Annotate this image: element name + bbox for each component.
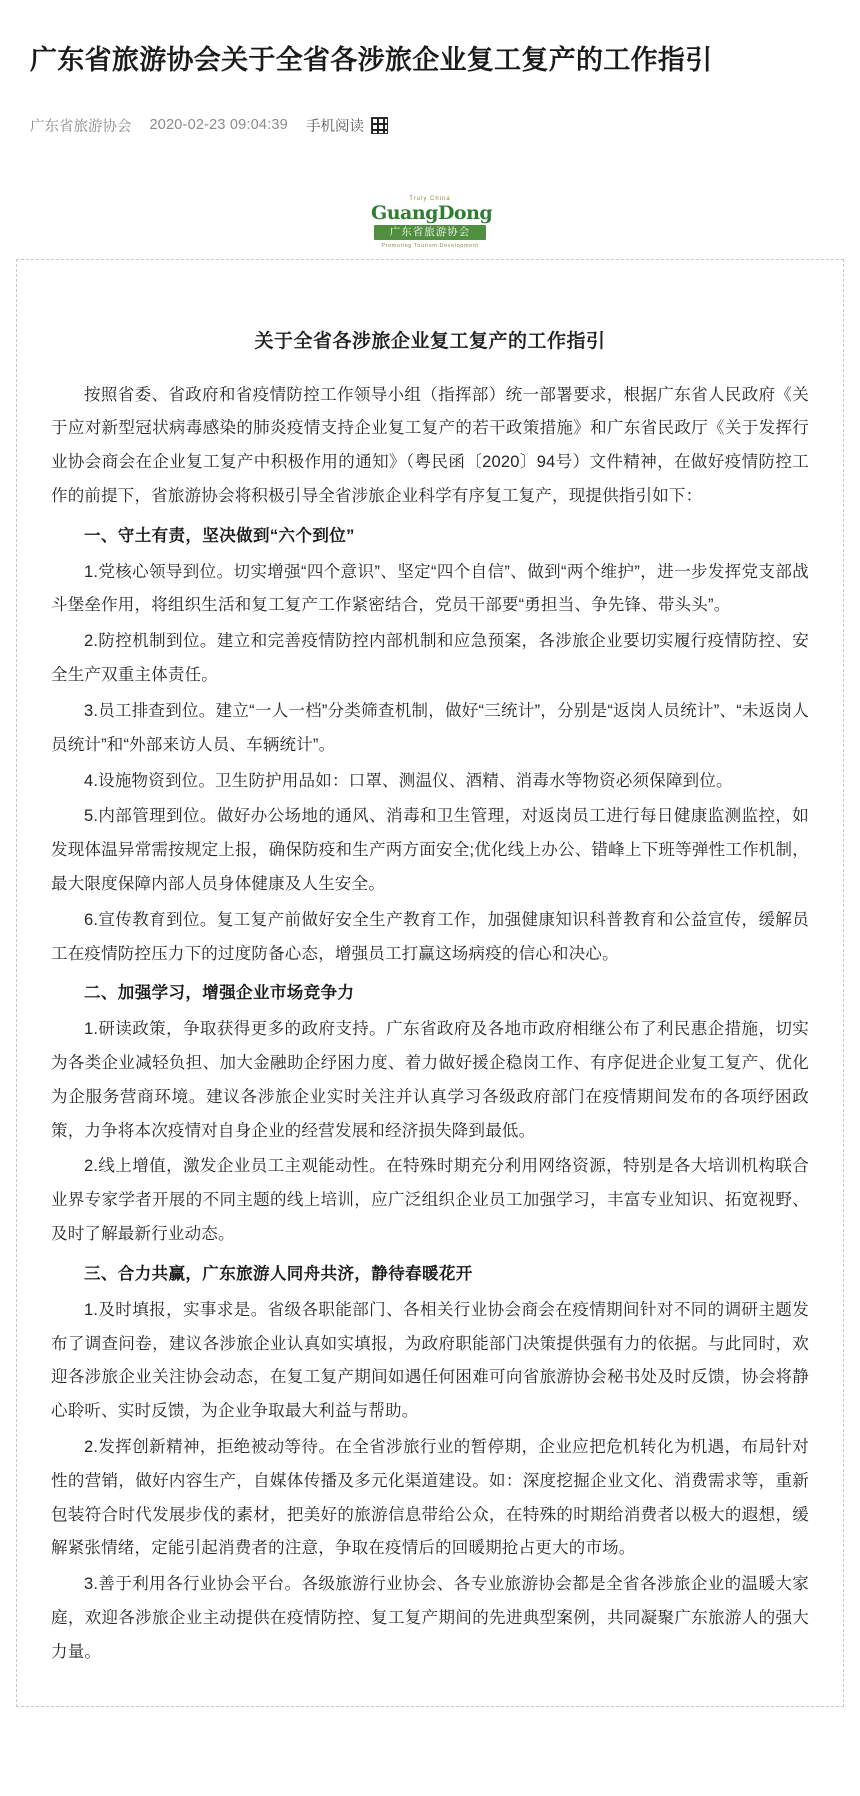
section-heading: 一、守土有责，坚决做到“六个到位”: [84, 526, 355, 545]
section-heading: 二、加强学习，增强企业市场竞争力: [84, 984, 355, 1003]
meta-source: 广东省旅游协会: [30, 118, 132, 135]
paragraph: 1.研读政策，争取获得更多的政府支持。广东省政府及各地市政府相继公布了利民惠企措施，切实为各类企业减轻负担、加大金融助企纾困力度、着力做好援企稳岗工作、有序促进企业复工复产、优化为企服务营商环境。建议各涉旅企业实时关注并认真学习各级政府部门在疫情期间发布的各项纾困政策，力争将本次疫情对自身企业的经营发展和经济损失降到最低。: [51, 1020, 809, 1140]
mobile-read-label: 手机阅读: [305, 118, 364, 135]
logo-top-text: Truly China: [409, 195, 451, 202]
page-title: 广东省旅游协会关于全省各涉旅企业复工复产的工作指引: [30, 45, 713, 76]
logo-graphic: [371, 195, 493, 251]
section-heading: 三、合力共赢，广东旅游人同舟共济，静待春暖花开: [84, 1264, 473, 1283]
document-title: 关于全省各涉旅企业复工复产的工作指引: [254, 330, 606, 352]
logo-main-text: GuangDong: [371, 201, 493, 224]
paragraph: 3.员工排查到位。建立“一人一档”分类筛查机制，做好“三统计”，分别是“返岗人员统计”、“未返岗人员统计”和“外部来访人员、车辆统计”。: [51, 701, 809, 754]
logo-band-text: 广东省旅游协会: [374, 225, 486, 240]
association-logo: [0, 153, 860, 259]
paragraph: 1.党核心领导到位。切实增强“四个意识”、坚定“四个自信”、做到“两个维护”，进一步发挥党支部战斗堡垒作用，将组织生活和复工复产工作紧密结合，党员干部要“勇担当、争先锋、带头头”。: [51, 562, 809, 615]
paragraph: 2.发挥创新精神，拒绝被动等待。在全省涉旅行业的暂停期，企业应把危机转化为机遇，布局针对性的营销，做好内容生产，自媒体传播及多元化渠道建设。如：深度挖掘企业文化、消费需求等，重新包装符合时代发展步伐的素材，把美好的旅游信息带给公众，在特殊的时期给消费者以极大的遐想，缓解紧张情绪，定能引起消费者的注意，争取在疫情后的回暖期抢占更大的市场。: [51, 1437, 809, 1558]
paragraph: 1.及时填报，实事求是。省级各职能部门、各相关行业协会商会在疫情期间针对不同的调研主题发布了调查问卷，建议各涉旅企业认真如实填报，为政府职能部门决策提供强有力的依据。与此同时，欢迎各涉旅企业关注协会动态，在复工复产期间如遇任何困难可向省旅游协会秘书处及时反馈，协会将静心聆听、实时反馈，为企业争取最大利益与帮助。: [51, 1300, 809, 1421]
article-page: [0, 18, 860, 1707]
paragraph: 按照省委、省政府和省疫情防控工作领导小组（指挥部）统一部署要求，根据广东省人民政府《关于应对新型冠状病毒感染的肺炎疫情支持企业复工复产的若干政策措施》和广东省民政厅《关于发挥行业协会商会在企业复工复产中积极作用的通知》（粤民函〔2020〕94号）文件精神，在做好疫情防控工作的前提下，省旅游协会将积极引导全省涉旅企业科学有序复工复产，现提供指引如下：: [51, 385, 809, 506]
paragraph: 4.设施物资到位。卫生防护用品如：口罩、测温仪、酒精、消毒水等物资必须保障到位。: [84, 771, 733, 790]
paragraph: 6.宣传教育到位。复工复产前做好安全生产教育工作，加强健康知识科普教育和公益宣传，缓解员工在疫情防控压力下的过度防备心态，增强员工打赢这场病疫的信心和决心。: [51, 910, 809, 963]
meta-date: 2020-02-23 09:04:39: [149, 117, 288, 134]
paragraph: 2.防控机制到位。建立和完善疫情防控内部机制和应急预案，各涉旅企业要切实履行疫情防控、安全生产双重主体责任。: [51, 632, 809, 685]
paragraph: 3.善于利用各行业协会平台。各级旅游行业协会、各专业旅游协会都是全省各涉旅企业的温暖大家庭，欢迎各涉旅企业主动提供在疫情防控、复工复产期间的先进典型案例，共同凝聚广东旅游人的强大力量。: [51, 1575, 809, 1661]
qr-code-icon: [371, 117, 388, 134]
paragraph: 5.内部管理到位。做好办公场地的通风、消毒和卫生管理，对返岗员工进行每日健康监测监控，如发现体温异常需按规定上报，确保防疫和生产两方面安全;优化线上办公、错峰上下班等弹性工作机制，最大限度保障内部人员身体健康及人生安全。: [51, 807, 809, 893]
article-meta: [0, 97, 860, 136]
logo-sub-text: Promoting Tourism Development: [381, 242, 479, 249]
mobile-read-link[interactable]: [306, 115, 388, 136]
document-body: [16, 259, 844, 1707]
paragraph: 2.线上增值，激发企业员工主观能动性。在特殊时期充分利用网络资源，特别是各大培训机构联合业界专家学者开展的不同主题的线上培训，应广泛组织企业员工加强学习，丰富专业知识、拓宽视野、及时了解最新行业动态。: [51, 1157, 809, 1244]
